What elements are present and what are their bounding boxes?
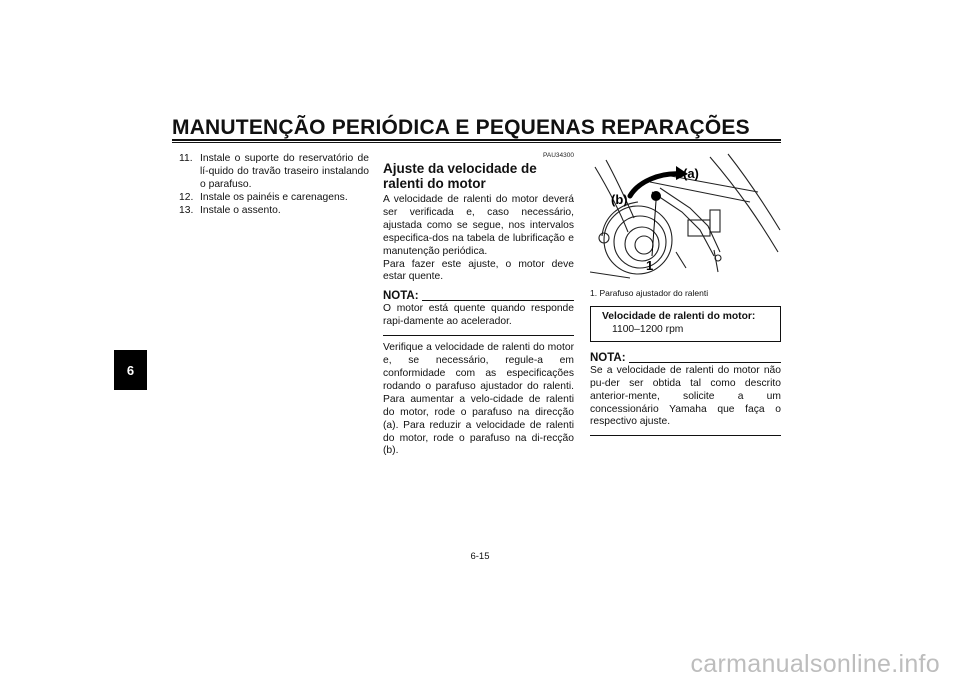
section-code: PAU34300 [543, 152, 574, 159]
step-text: Instale o suporte do reservatório de lí-quido do travão traseiro instalando o parafuso. [200, 153, 369, 190]
page-title: MANUTENÇÃO PERIÓDICA E PEQUENAS REPARAÇÕES [172, 116, 750, 139]
spec-box [590, 306, 781, 342]
title-rule [172, 139, 781, 143]
note-text: Se a velocidade de ralenti do motor não pu-der ser obtida tal como descrito anterior-mente, solicite a um concessionário Yamaha que faça o respectivo ajuste. [590, 364, 781, 428]
step-list [179, 153, 369, 218]
step-text: Instale os painéis e carenagens. [200, 191, 348, 203]
note-rule [422, 300, 574, 301]
watermark: carmanualsonline.info [690, 650, 940, 678]
part-number-label: 1 [646, 258, 654, 273]
idle-screw-figure [590, 152, 781, 280]
note-header [383, 290, 574, 303]
note-text: O motor está quente quando responde rapi-damente ao acelerador. [383, 303, 574, 328]
step-text: Instale o assento. [200, 204, 281, 216]
middle-column [383, 152, 574, 458]
note-label: NOTA: [383, 290, 419, 303]
step-number: 12. [179, 191, 194, 203]
note-label: NOTA: [590, 351, 626, 364]
left-column [179, 153, 369, 218]
paragraph: Verifique a velocidade de ralenti do motor e, se necessário, regule-a em conformidade com as especificações rodando o parafuso ajustador do ralenti. Para aumentar a velo-cidade de ralenti do motor, rode o parafuso na direcção (a). Para reduzir a velocidade de ralenti do motor, rode o parafuso na di-recção (b). [383, 342, 574, 457]
page-number: 6-15 [470, 551, 490, 562]
list-item [179, 205, 369, 218]
paragraph: Para fazer este ajuste, o motor deve estar quente. [383, 258, 574, 283]
step-number: 13. [179, 204, 194, 216]
list-item [179, 192, 369, 205]
note-header [590, 352, 781, 365]
spec-value: 1100–1200 rpm [612, 323, 684, 335]
step-number: 11. [179, 153, 193, 164]
paragraph: A velocidade de ralenti do motor deverá ser verificada e, caso necessário, ajustada como se segue, nos intervalos especifica-dos na tabela de lubrificação e manutenção periódica. [383, 194, 574, 257]
list-item [179, 153, 369, 192]
direction-label-a: (a) [683, 166, 699, 181]
spec-label: Velocidade de ralenti do motor: [602, 311, 756, 322]
note-rule [629, 362, 781, 363]
engine-illustration [590, 152, 781, 280]
chapter-tab: 6 [114, 350, 147, 390]
note-end-rule [383, 335, 574, 336]
note-end-rule [590, 435, 781, 436]
section-title: Ajuste da velocidade de ralenti do motor [383, 161, 537, 191]
figure-caption: 1. Parafuso ajustador do ralenti [590, 288, 709, 298]
right-column [590, 152, 781, 442]
direction-label-b: (b) [611, 192, 628, 207]
